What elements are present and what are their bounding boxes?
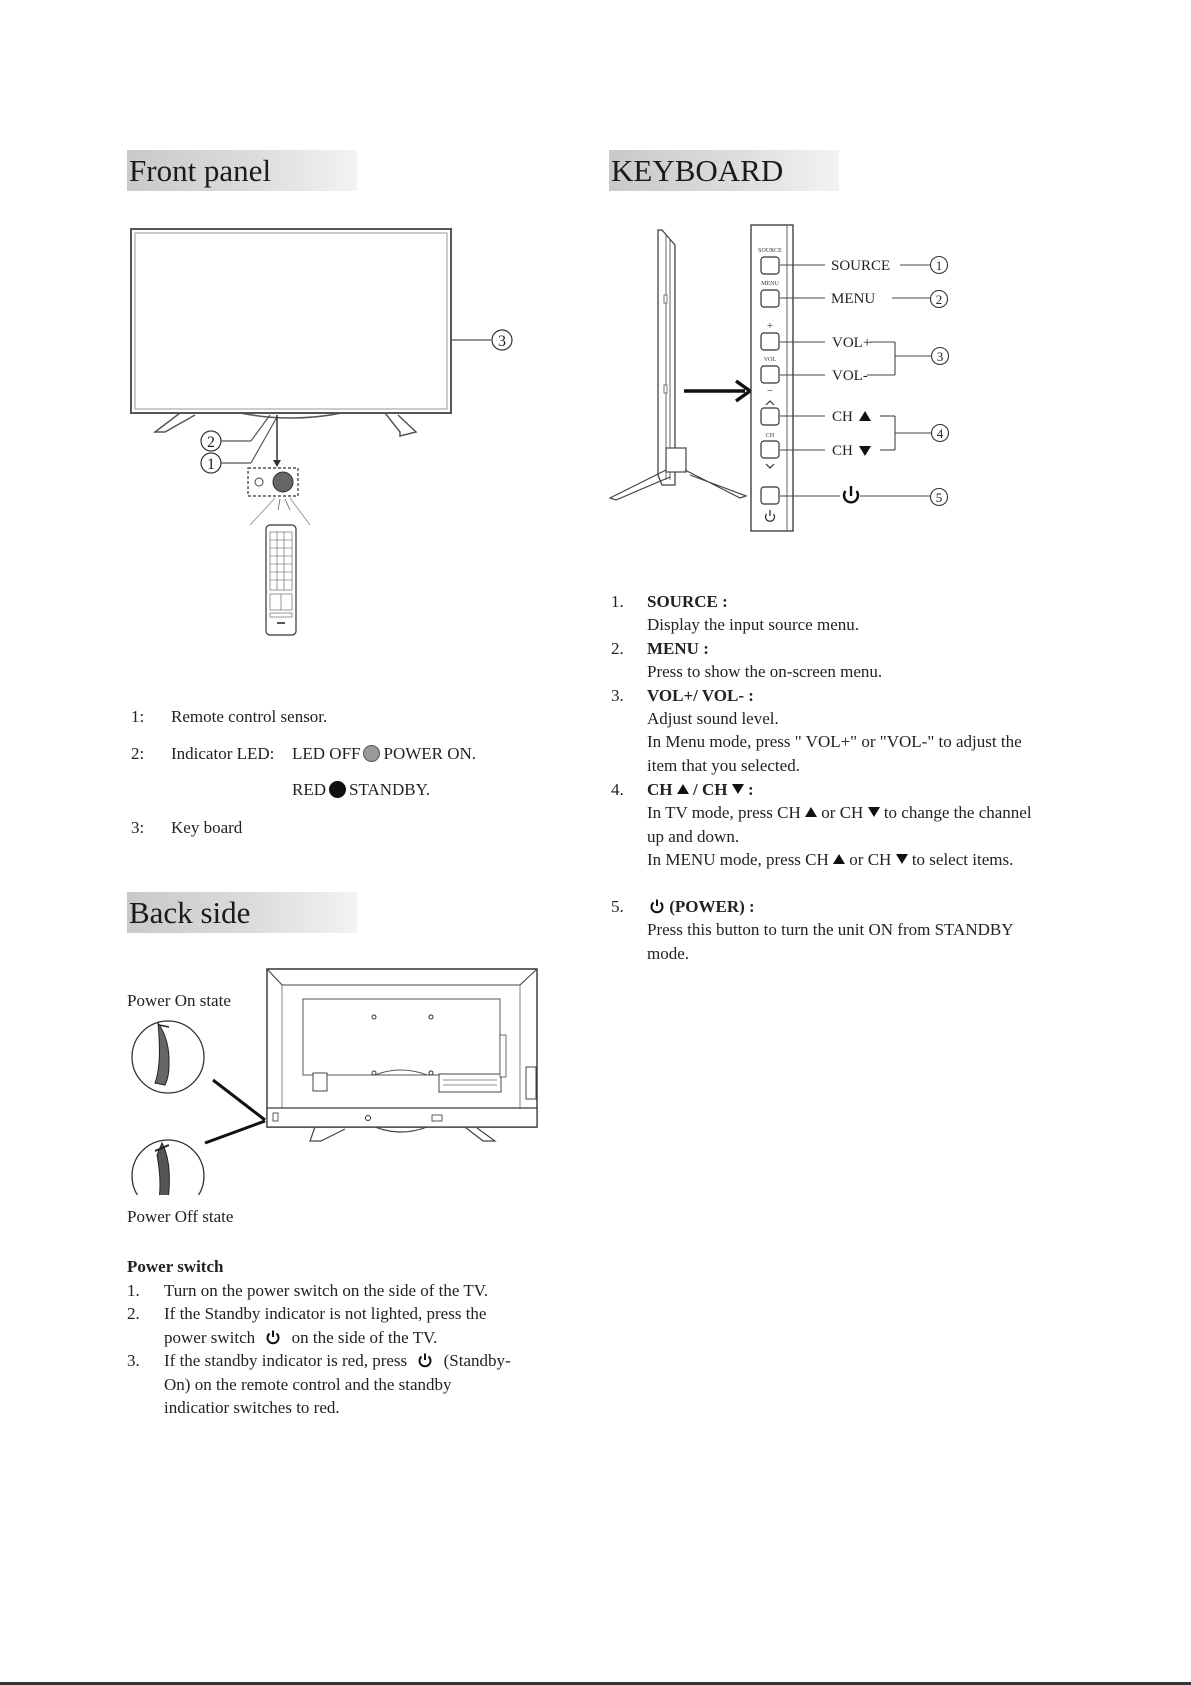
kb-item-4-line2: up and down. — [647, 827, 740, 846]
ch-up-title: CH — [647, 780, 673, 799]
kb-callout-1: 1 — [935, 258, 943, 273]
power-off-state-label: Power Off state — [127, 1207, 234, 1226]
ps-step-3-line1 — [164, 1350, 511, 1372]
kb-label-volp: VOL+ — [832, 335, 872, 351]
kb-item-4-line1 — [647, 802, 1032, 824]
kb-item-2-title: MENU : — [647, 639, 709, 658]
ps-step-3-line3: indicatior switches to red. — [164, 1398, 340, 1417]
kb-small-minus: − — [766, 385, 774, 397]
power-on-text: POWER ON. — [383, 744, 477, 763]
kb-item-1-desc: Display the input source menu. — [647, 615, 859, 634]
triangle-down-icon — [868, 807, 880, 817]
kb-item-3-num: 3. — [611, 686, 624, 705]
kb-label-source: SOURCE — [831, 258, 891, 274]
grey-dot-icon — [363, 745, 380, 762]
black-dot-icon — [329, 781, 346, 798]
kb-callout-2: 2 — [935, 292, 943, 307]
kb-small-menu: MENU — [761, 281, 779, 287]
triangle-down-icon — [732, 784, 744, 794]
led-off-text: LED OFF — [292, 744, 361, 763]
fp-item-2-line2 — [292, 779, 430, 801]
ps-step-3-line2: On) on the remote control and the standby — [164, 1375, 452, 1394]
ch-title-colon: : — [747, 780, 754, 799]
ps-step-1-num: 1. — [127, 1281, 140, 1300]
keyboard-diagram — [600, 215, 980, 545]
power-icon — [265, 1329, 281, 1345]
ps-step-1-line1: Turn on the power switch on the side of the TV. — [164, 1281, 489, 1300]
triangle-down-icon — [896, 854, 908, 864]
power-title-text: (POWER) : — [669, 897, 755, 916]
kb-callout-5: 5 — [935, 490, 943, 505]
menu-mode-text: In MENU mode, press CH — [647, 850, 829, 869]
standby-on-text: (Standby- — [443, 1351, 511, 1370]
power-switch-title: Power switch — [127, 1257, 224, 1276]
power-on-state-label: Power On state — [127, 991, 231, 1010]
or-ch-text-2: or CH — [849, 850, 892, 869]
kb-small-plus: + — [766, 320, 774, 332]
on-side-text: on the side of the TV. — [291, 1328, 438, 1347]
kb-callout-3: 3 — [936, 349, 944, 364]
kb-label-ch-down: CH — [832, 443, 853, 459]
kb-label-menu: MENU — [831, 291, 876, 307]
red-text: RED — [292, 780, 326, 799]
kb-item-5-title — [649, 896, 755, 918]
ps-step-2-line2 — [164, 1327, 437, 1349]
front-panel-heading: Front panel — [127, 150, 357, 191]
kb-item-5-line2: mode. — [647, 944, 690, 963]
kb-item-4-title — [647, 779, 754, 801]
kb-item-3-line1: Adjust sound level. — [647, 709, 779, 728]
kb-item-3-line3: item that you selected. — [647, 756, 800, 775]
kb-item-2-num: 2. — [611, 639, 624, 658]
kb-item-1-title: SOURCE : — [647, 592, 728, 611]
kb-item-3-line2: In Menu mode, press " VOL+" or "VOL-" to adjust the — [647, 732, 1022, 751]
kb-item-5-num: 5. — [611, 897, 624, 916]
kb-item-5-line1: Press this button to turn the unit ON from STANDBY — [647, 920, 1014, 939]
or-ch-text: or CH — [821, 803, 864, 822]
kb-item-3-title: VOL+/ VOL- : — [647, 686, 754, 705]
triangle-up-icon — [805, 807, 817, 817]
fp-item-1-label: Remote control sensor. — [171, 707, 328, 726]
standby-text: STANDBY. — [349, 780, 430, 799]
standby-red-text: If the standby indicator is red, press — [164, 1351, 408, 1370]
tv-mode-text: In TV mode, press CH — [647, 803, 801, 822]
ps-step-2-line1: If the Standby indicator is not lighted, press the — [164, 1304, 487, 1323]
kb-small-source: SOURCE — [758, 248, 782, 254]
kb-item-4-line3 — [647, 849, 1013, 871]
fp-item-2-num: 2: — [131, 744, 145, 763]
power-switch-text: power switch — [164, 1328, 256, 1347]
back-side-diagram — [125, 965, 545, 1195]
kb-item-1-num: 1. — [611, 592, 624, 611]
ps-step-2-num: 2. — [127, 1304, 140, 1323]
front-callout-2: 2 — [207, 434, 215, 451]
ps-step-3-num: 3. — [127, 1351, 140, 1370]
fp-item-2-line1 — [292, 743, 476, 765]
kb-item-4-num: 4. — [611, 780, 624, 799]
select-items-text: to select items. — [911, 850, 1014, 869]
kb-small-vol: VOL — [763, 357, 777, 363]
keyboard-heading: KEYBOARD — [609, 150, 839, 191]
ch-down-title: / CH — [693, 780, 728, 799]
kb-label-ch-up: CH — [832, 409, 853, 425]
change-channel-text: to change the channel — [883, 803, 1032, 822]
fp-item-1-num: 1: — [131, 707, 145, 726]
triangle-up-icon — [833, 854, 845, 864]
kb-label-volm: VOL- — [832, 368, 868, 384]
triangle-up-icon — [677, 784, 689, 794]
front-callout-3: 3 — [498, 333, 506, 350]
fp-item-2-label: Indicator LED: — [171, 744, 275, 763]
power-icon — [417, 1352, 433, 1368]
back-side-heading: Back side — [127, 892, 357, 933]
kb-small-ch: CH — [765, 433, 775, 439]
fp-item-3-label: Key board — [171, 818, 243, 837]
power-icon — [649, 898, 665, 914]
kb-callout-4: 4 — [936, 426, 944, 441]
kb-item-2-desc: Press to show the on-screen menu. — [647, 662, 883, 681]
fp-item-3-num: 3: — [131, 818, 145, 837]
front-callout-1: 1 — [207, 456, 215, 473]
front-panel-diagram — [120, 220, 540, 640]
